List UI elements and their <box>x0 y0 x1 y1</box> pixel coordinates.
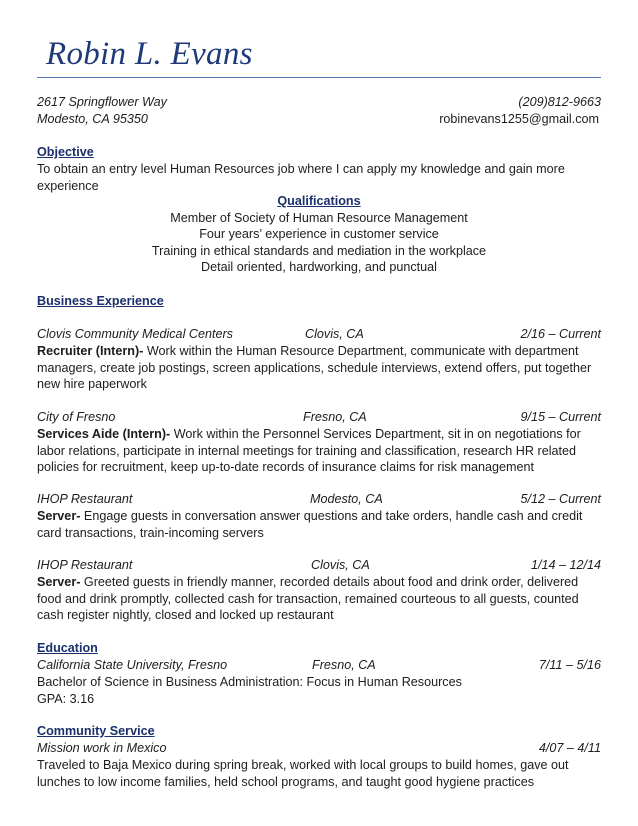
job-dates: 2/16 – Current <box>520 327 601 341</box>
education-school: California State University, Fresno <box>37 658 228 672</box>
job-dates: 5/12 – Current <box>520 492 601 506</box>
objective-heading: Objective <box>37 145 94 159</box>
job-description <box>37 426 603 476</box>
phone-number: (209)812-9663 <box>518 95 601 109</box>
job-description <box>37 508 603 541</box>
job-employer: IHOP Restaurant <box>37 492 133 506</box>
qualifications-section <box>37 193 601 276</box>
education-gpa: GPA: 3.16 <box>37 692 95 706</box>
job-dates: 1/14 – 12/14 <box>530 558 601 572</box>
job-header <box>37 491 601 508</box>
community-description: Traveled to Baja Mexico during spring break, worked with local groups to build homes, gave out lunches to low income families, held school programs, and taught good hygiene practices <box>37 758 569 789</box>
community-activity: Mission work in Mexico <box>37 741 167 755</box>
qualifications-heading: Qualifications <box>277 194 361 208</box>
job-title: Server- <box>37 575 81 589</box>
job-header <box>37 326 601 343</box>
job-duties: Work within the Human Resource Department, communicate with department managers, create job postings, screen applications, schedule interviews, extend offers, put together new hire paperwork <box>37 344 592 392</box>
education-location: Fresno, CA <box>312 658 376 672</box>
job-title: Services Aide (Intern)- <box>37 427 171 441</box>
community-dates: 4/07 – 4/11 <box>538 741 601 755</box>
job-title: Recruiter (Intern)- <box>37 344 144 358</box>
job-location: Fresno, CA <box>303 410 367 424</box>
qualification-item: Training in ethical standards and mediation in the workplace <box>151 243 487 258</box>
education-heading: Education <box>37 641 98 655</box>
job-dates: 9/15 – Current <box>520 410 601 424</box>
experience-heading: Business Experience <box>37 294 164 308</box>
community-header <box>37 740 601 757</box>
job-employer: City of Fresno <box>37 410 116 424</box>
job-description <box>37 574 603 624</box>
job-header <box>37 409 601 426</box>
community-heading: Community Service <box>37 724 155 738</box>
qualification-item: Member of Society of Human Resource Management <box>170 210 468 225</box>
job-header <box>37 557 601 574</box>
address-line-1: 2617 Springflower Way <box>37 95 167 109</box>
header-divider <box>37 77 601 78</box>
job-employer: Clovis Community Medical Centers <box>37 327 233 341</box>
job-location: Clovis, CA <box>311 558 370 572</box>
education-dates: 7/11 – 5/16 <box>538 658 601 672</box>
education-header <box>37 657 601 674</box>
education-degree: Bachelor of Science in Business Administration: Focus in Human Resources <box>37 675 462 689</box>
job-location: Clovis, CA <box>305 327 364 341</box>
job-description <box>37 343 603 393</box>
job-title: Server- <box>37 509 81 523</box>
qualification-item: Detail oriented, hardworking, and punctual <box>201 260 437 275</box>
contact-row-1 <box>37 94 601 111</box>
address-line-2: Modesto, CA 95350 <box>37 112 148 126</box>
email-address: robinevans1255@gmail.com <box>439 112 599 126</box>
qualification-item: Four years’ experience in customer service <box>199 227 439 242</box>
resume-name: Robin L. Evans <box>46 36 253 72</box>
job-duties: Work within the Personnel Services Department, sit in on negotiations for labor relations, participate in internal meetings for training and classification, research HR related policies for recruitment, keep up-to-date records of insurance claims for risk management <box>37 427 581 475</box>
objective-text: To obtain an entry level Human Resources job where I can apply my knowledge and gain more experience <box>37 162 565 193</box>
job-duties: Engage guests in conversation answer questions and take orders, handle cash and credit card transactions, train-incoming servers <box>37 509 583 540</box>
job-duties: Greeted guests in friendly manner, recorded details about food and drink order, delivered food and drink promptly, collected cash for transaction, remained courteous to all guests, counted cash register nightly, closed and locked up restaurant <box>37 575 579 623</box>
job-employer: IHOP Restaurant <box>37 558 133 572</box>
contact-row-2 <box>37 111 601 128</box>
job-location: Modesto, CA <box>310 492 383 506</box>
